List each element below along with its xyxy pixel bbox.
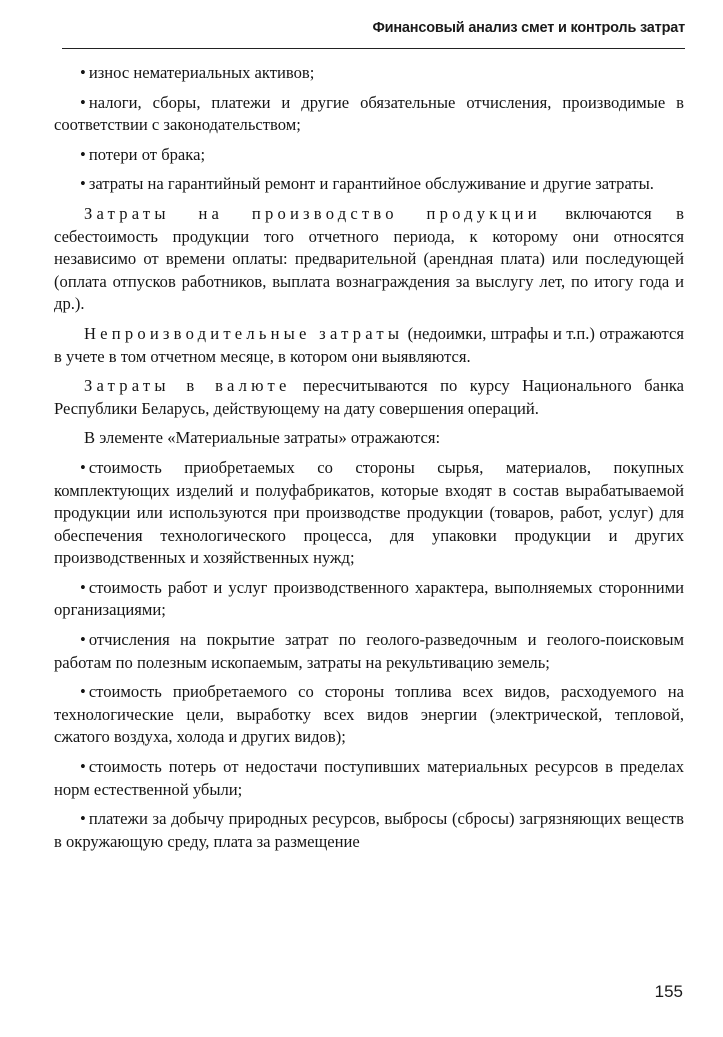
paragraph-text: включаются в себестоимость продукции того отчетного периода, к которому они относятся независимо от времени оплаты: предварительной (арендная плата) или последующей (оплата отпусков работников, выплата вознаграждения за выслугу лет, по итогу года и др.). xyxy=(54,203,685,314)
bullet-icon: • xyxy=(80,809,86,829)
bullet-icon: • xyxy=(80,630,86,650)
spaced-term: Затраты в валюте xyxy=(84,376,291,396)
bullet-item xyxy=(54,173,684,196)
paragraph-text: стоимость потерь от недостачи поступивших материальных ресурсов в пределах норм естественной убыли; xyxy=(54,757,684,799)
paragraph-text: потери от брака; xyxy=(88,144,206,164)
header-rule xyxy=(62,48,685,49)
bullet-icon: • xyxy=(80,577,86,597)
body-paragraph xyxy=(54,323,684,368)
bullet-item xyxy=(54,457,684,570)
paragraph-text: (недоимки, штрафы и т.п.) отражаются в учете в том отчетном месяце, в котором они выявляются. xyxy=(54,323,685,366)
paragraph-text: отчисления на покрытие затрат по геолого-разведочным и геолого-поисковым работам по полезным ископаемым, затраты на рекультивацию земель; xyxy=(54,630,684,672)
paragraph-text: износ нематериальных активов; xyxy=(88,63,315,82)
paragraph-text: платежи за добычу природных ресурсов, выбросы (сбросы) загрязняющих веществ в окружающую среду, плата за размещение xyxy=(54,809,684,851)
bullet-item xyxy=(54,577,684,622)
spaced-term: Непроизводительные затраты xyxy=(84,323,404,343)
spaced-term: Затраты на производство продукции xyxy=(84,203,541,223)
bullet-icon: • xyxy=(80,63,86,82)
body-paragraph xyxy=(54,375,684,420)
page-body xyxy=(54,62,684,860)
body-paragraph xyxy=(54,203,684,316)
bullet-item xyxy=(54,92,684,137)
body-paragraph xyxy=(54,427,684,450)
bullet-item xyxy=(54,144,684,167)
paragraph-text: стоимость приобретаемых со стороны сырья, материалов, покупных комплектующих изделий и полуфабрикатов, которые входят в состав вырабатываемой продукции или используются при производстве продукции (товаров, работ, услуг) для обеспечения технологического процесса, для упаковки продукции и других производственных и хозяйственных нужд; xyxy=(54,457,684,568)
paragraph-text: стоимость работ и услуг производственного характера, выполняемых сторонними организациями; xyxy=(54,577,684,620)
paragraph-text: стоимость приобретаемого со стороны топлива всех видов, расходуемого на технологические цели, выработку всех видов энергии (электрической, тепловой, сжатого воздуха, холода и других видов); xyxy=(54,682,684,747)
bullet-item xyxy=(54,681,684,749)
bullet-item xyxy=(54,62,684,85)
running-header-title: Финансовый анализ смет и контроль затрат xyxy=(372,20,685,36)
running-header xyxy=(62,14,685,48)
bullet-item xyxy=(54,629,684,674)
paragraph-text: В элементе «Материальные затраты» отражаются: xyxy=(84,428,441,448)
paragraph-text: налоги, сборы, платежи и другие обязательные отчисления, производимые в соответствии с законодательством; xyxy=(54,92,684,135)
bullet-icon: • xyxy=(80,92,86,112)
bullet-icon: • xyxy=(80,757,86,777)
paragraph-text: пересчитываются по курсу Национального банка Республики Беларусь, действующему на дату совершения операций. xyxy=(54,376,685,418)
bullet-item xyxy=(54,756,684,801)
bullet-item xyxy=(54,808,684,853)
bullet-icon: • xyxy=(80,174,86,194)
bullet-icon: • xyxy=(80,144,86,164)
page-number: 155 xyxy=(654,982,683,1001)
paragraph-text: затраты на гарантийный ремонт и гарантийное обслуживание и другие затраты. xyxy=(88,174,654,194)
bullet-icon: • xyxy=(80,457,86,477)
bullet-icon: • xyxy=(80,682,86,702)
